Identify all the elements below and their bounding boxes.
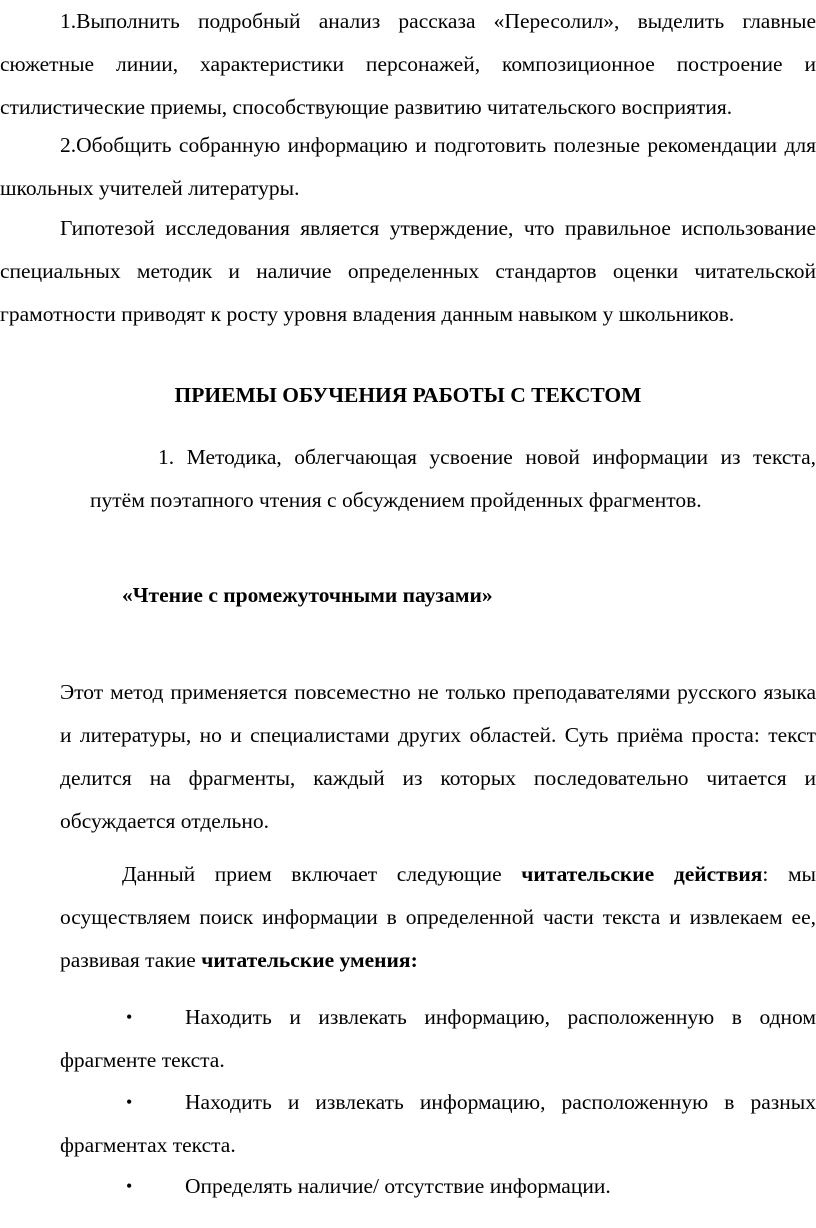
- bullet-text-3: Определять наличие/ отсутствие информации.: [185, 1174, 611, 1198]
- task-paragraph-2: 2.Обобщить собранную информацию и подготовить полезные рекомендации для школьных учителей литературы.: [0, 133, 816, 200]
- actions-text-1: Данный прием включает следующие: [122, 862, 522, 886]
- reading-actions-paragraph: [60, 853, 816, 982]
- method-description: Этот метод применяется повсеместно не только преподавателями русского языка и литературы, но и специалистами других областей. Суть приёма проста: текст делится на фрагменты, каждый из которых последовательно читается и обсуждается отдельно.: [60, 680, 816, 833]
- hypothesis-paragraph: Гипотезой исследования является утверждение, что правильное использование специальных методик и наличие определенных стандартов оценки читательской грамотности приводят к росту уровня владения данным навыком у школьников.: [0, 216, 816, 326]
- bullet-item-2: [60, 1081, 816, 1167]
- method-title: «Чтение с промежуточными паузами»: [122, 583, 493, 607]
- method-list-item: 1. Методика, облегчающая усвоение новой информации из текста, путём поэтапного чтения с обсуждением пройденных фрагментов.: [90, 445, 816, 512]
- actions-bold-1: читательские действия: [521, 862, 763, 886]
- bullet-text-2: Находить и извлекать информацию, расположенную в разных фрагментах текста.: [60, 1090, 816, 1157]
- bullet-text-1: Находить и извлекать информацию, расположенную в одном фрагменте текста.: [60, 1005, 816, 1072]
- bullet-icon: •: [126, 1092, 133, 1112]
- actions-bold-2: читательские умения:: [201, 948, 418, 972]
- task-paragraph-1: 1.Выполнить подробный анализ рассказа «Пересолил», выделить главные сюжетные линии, характеристики персонажей, композиционное построение и стилистические приемы, способствующие развитию читательского восприятия.: [0, 9, 816, 119]
- bullet-item-3: [60, 1165, 816, 1208]
- bullet-icon: •: [126, 1007, 133, 1027]
- section-heading: ПРИЕМЫ ОБУЧЕНИЯ РАБОТЫ С ТЕКСТОМ: [174, 383, 642, 407]
- bullet-item-1: [60, 996, 816, 1082]
- bullet-icon: •: [126, 1176, 133, 1196]
- actions-text-2: : мы осуществляем поиск информации в определенной части текста и извлекаем ее, развивая такие: [60, 862, 816, 972]
